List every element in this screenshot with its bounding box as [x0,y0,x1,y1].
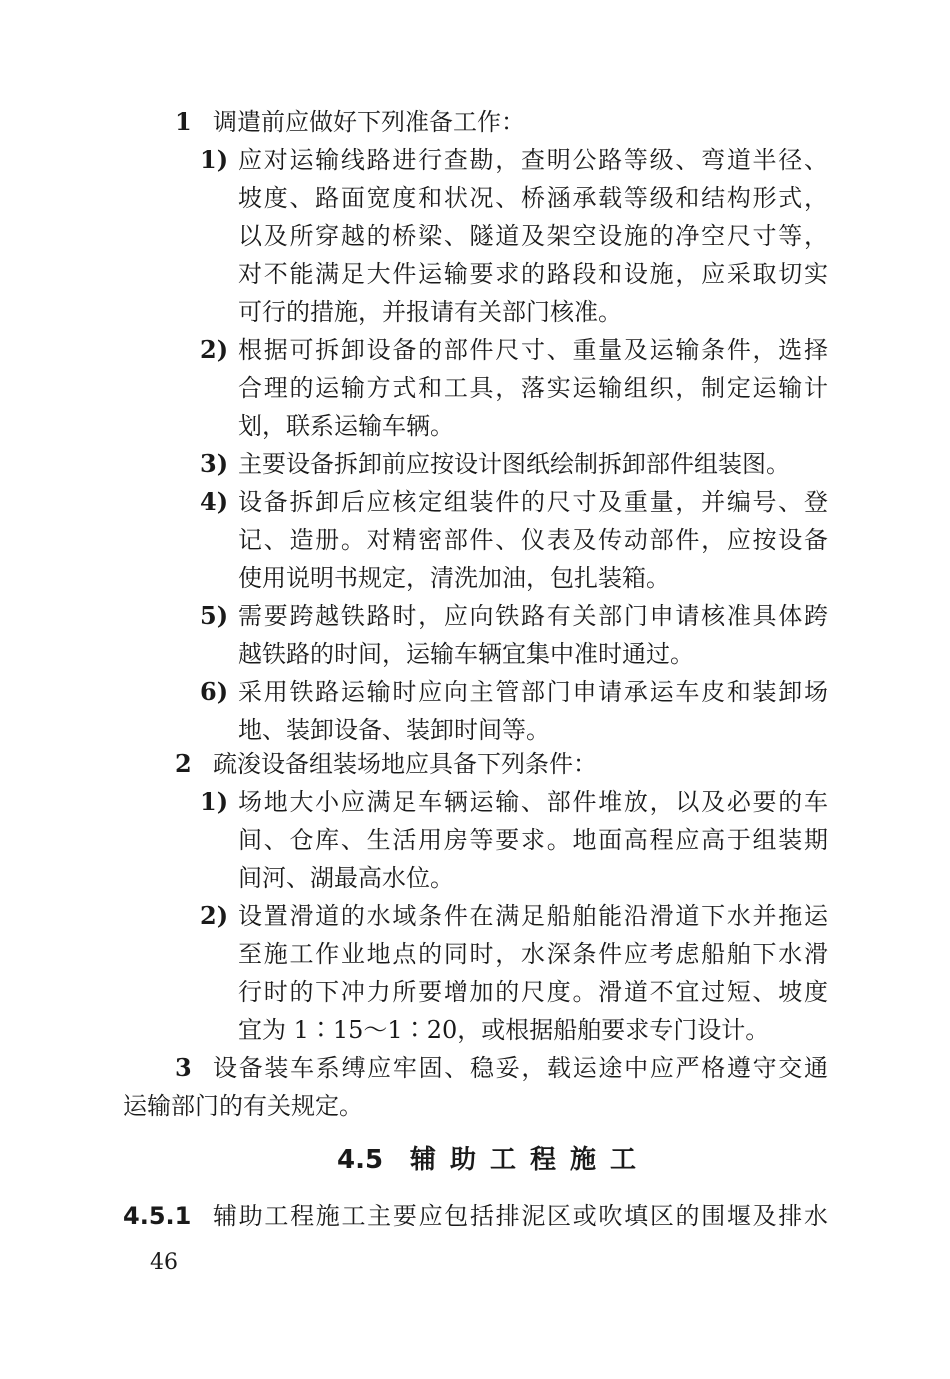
list-item [0,597,950,635]
item-text: 设备装车系缚应牢固、稳妥，载运途中应严格遵守交通 [213,1054,828,1082]
item-text: 地、装卸设备、装卸时间等。 [238,716,550,744]
list-item-continuation [0,407,950,445]
section-title: 辅助工程施工 [410,1145,651,1175]
list-item [0,331,950,369]
list-item-continuation [0,1011,950,1049]
list-item-continuation [0,559,950,597]
list-item [0,673,950,711]
list-item [0,897,950,935]
subitem-number: 5) [200,601,229,630]
list-item [0,103,950,141]
item-text: 使用说明书规定，清洗加油，包扎装箱。 [238,564,670,592]
item-text: 合理的运输方式和工具，落实运输组织，制定运输计 [238,374,828,402]
list-item-continuation [0,711,950,749]
item-text: 应对运输线路进行查勘，查明公路等级、弯道半径、 [238,146,828,174]
item-text: 以及所穿越的桥梁、隧道及架空设施的净空尺寸等， [238,222,828,250]
item-text: 设置滑道的水域条件在满足船舶能沿滑道下水并拖运 [238,902,828,930]
item-text: 间河、湖最高水位。 [238,864,454,892]
item-text: 需要跨越铁路时，应向铁路有关部门申请核准具体跨 [238,602,828,630]
list-item [0,445,950,483]
item-text: 可行的措施，并报请有关部门核准。 [238,298,622,326]
item-text: 记、造册。对精密部件、仪表及传动部件，应按设备 [238,526,828,554]
subitem-number: 1) [200,145,229,174]
list-item-continuation [0,1087,950,1125]
list-item-continuation [0,179,950,217]
item-text: 设备拆卸后应核定组装件的尺寸及重量，并编号、登 [238,488,828,516]
item-text: 对不能满足大件运输要求的路段和设施，应采取切实 [238,260,828,288]
item-text: 越铁路的时间，运输车辆宜集中准时通过。 [238,640,694,668]
item-text: 行时的下冲力所要增加的尺度。滑道不宜过短、坡度 [238,978,828,1006]
list-item-continuation [0,255,950,293]
section-number: 4.5 [337,1145,384,1175]
item-text: 调遣前应做好下列准备工作： [213,108,525,136]
item-number: 1 [175,107,192,136]
item-number: 3 [175,1053,192,1082]
section-heading [0,1140,950,1180]
list-item [0,783,950,821]
subitem-number: 4) [200,487,229,516]
item-text: 采用铁路运输时应向主管部门申请承运车皮和装卸场 [238,678,828,706]
list-item-continuation [0,821,950,859]
list-item-continuation [0,369,950,407]
item-text: 主要设备拆卸前应按设计图纸绘制拆卸部件组装图。 [238,450,790,478]
item-text: 至施工作业地点的同时，水深条件应考虑船舶下水滑 [238,940,828,968]
list-item-continuation [0,217,950,255]
subitem-number: 6) [200,677,229,706]
item-text: 划，联系运输车辆。 [238,412,454,440]
subitem-number: 1) [200,787,229,816]
clause [0,1197,950,1235]
item-text: 坡度、路面宽度和状况、桥涵承载等级和结构形式， [238,184,828,212]
list-item-continuation [0,635,950,673]
list-item [0,1049,950,1087]
list-item-continuation [0,859,950,897]
list-item [0,141,950,179]
subitem-number: 3) [200,449,229,478]
item-text: 场地大小应满足车辆运输、部件堆放，以及必要的车 [238,788,828,816]
item-text: 疏浚设备组装场地应具备下列条件： [213,750,597,778]
item-text: 运输部门的有关规定。 [123,1092,363,1120]
clause-text: 辅助工程施工主要应包括排泥区或吹填区的围堰及排水 [213,1202,828,1230]
list-item-continuation [0,293,950,331]
list-item-continuation [0,521,950,559]
list-item [0,483,950,521]
list-item-continuation [0,973,950,1011]
item-text: 间、仓库、生活用房等要求。地面高程应高于组装期 [238,826,828,854]
list-item [0,745,950,783]
item-text: 根据可拆卸设备的部件尺寸、重量及运输条件，选择 [238,336,828,364]
subitem-number: 2) [200,901,229,930]
list-item-continuation [0,935,950,973]
page-number: 46 [150,1250,178,1275]
clause-number: 4.5.1 [123,1202,192,1230]
item-number: 2 [175,749,192,778]
item-text: 宜为 1∶15～1∶20，或根据船舶要求专门设计。 [238,1016,770,1044]
subitem-number: 2) [200,335,229,364]
